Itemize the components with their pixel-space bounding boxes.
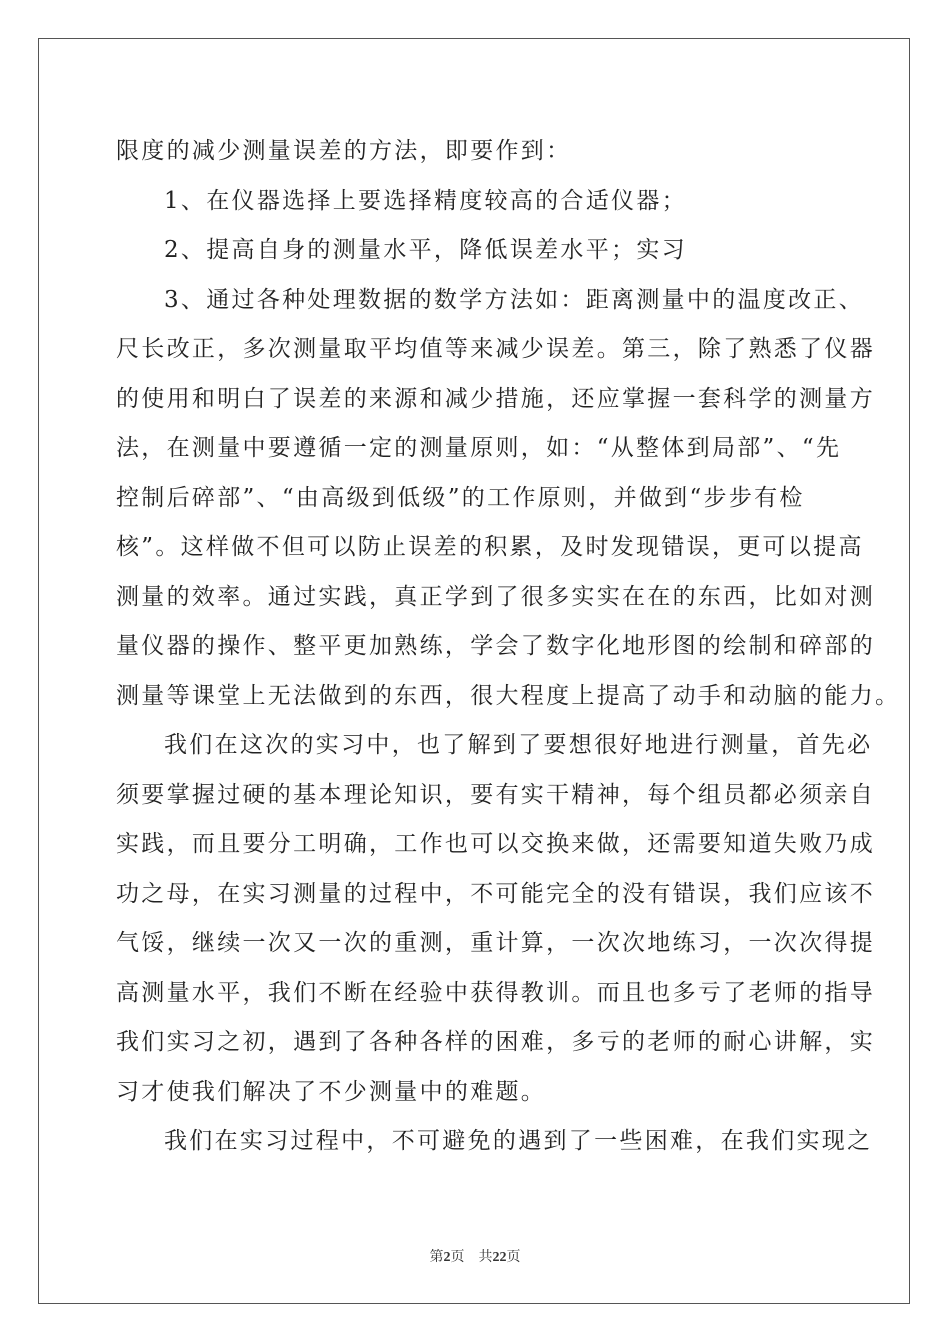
text-line: 气馁，继续一次又一次的重测，重计算，一次次地练习，一次次得提 (116, 930, 875, 956)
page-unit: 页 (450, 1249, 465, 1265)
text-line: 控制后碎部”、“由高级到低级”的工作原则，并做到“步步有检 (116, 484, 805, 511)
text-line: 高测量水平，我们不断在经验中获得教训。而且也多亏了老师的指导 (116, 979, 875, 1006)
page-current: 2 (443, 1250, 451, 1265)
text-line: 3、通过各种处理数据的数学方法如：距离测量中的温度改正、 (164, 286, 865, 313)
page-total: 22 (492, 1250, 507, 1265)
text-line: 测量等课堂上无法做到的东西，很大程度上提高了动手和动脑的能力。 (116, 682, 901, 709)
text-line: 我们在这次的实习中，也了解到了要想很好地进行测量，首先必 (164, 732, 873, 758)
text-line: 2、提高自身的测量水平，降低误差水平；实习 (164, 237, 687, 263)
text-line: 的使用和明白了误差的来源和减少措施，还应掌握一套科学的测量方 (116, 385, 875, 412)
text-line: 实践，而且要分工明确，工作也可以交换来做，还需要知道失败乃成 (116, 831, 875, 857)
document-body (116, 127, 901, 1167)
text-line: 我们在实习过程中，不可避免的遇到了一些困难，在我们实现之 (164, 1128, 873, 1154)
text-line: 测量的效率。通过实践，真正学到了很多实实在在的东西，比如对测 (116, 583, 875, 610)
text-line: 限度的减少测量误差的方法，即要作到： (116, 138, 572, 164)
page-prefix: 第 (429, 1249, 444, 1265)
text-line: 1、在仪器选择上要选择精度较高的合适仪器； (164, 187, 687, 214)
text-line: 须要掌握过硬的基本理论知识，要有实干精神，每个组员都必须亲自 (116, 781, 875, 808)
text-line: 量仪器的操作、整平更加熟练，学会了数字化地形图的绘制和碎部的 (116, 633, 875, 659)
text-line: 我们实习之初，遇到了各种各样的困难，多亏的老师的耐心讲解，实 (116, 1029, 875, 1055)
text-line: 法，在测量中要遵循一定的测量原则，如：“从整体到局部”、“先 (116, 435, 842, 461)
total-prefix: 共 (478, 1249, 493, 1265)
text-line: 习才使我们解决了不少测量中的难题。 (116, 1078, 547, 1105)
text-line: 尺长改正，多次测量取平均值等来减少误差。第三，除了熟悉了仪器 (116, 336, 875, 362)
page-footer (0, 1247, 950, 1268)
total-unit: 页 (506, 1249, 521, 1265)
text-line: 核”。这样做不但可以防止误差的积累，及时发现错误，更可以提高 (116, 534, 864, 560)
text-line: 功之母，在实习测量的过程中，不可能完全的没有错误，我们应该不 (116, 880, 875, 907)
